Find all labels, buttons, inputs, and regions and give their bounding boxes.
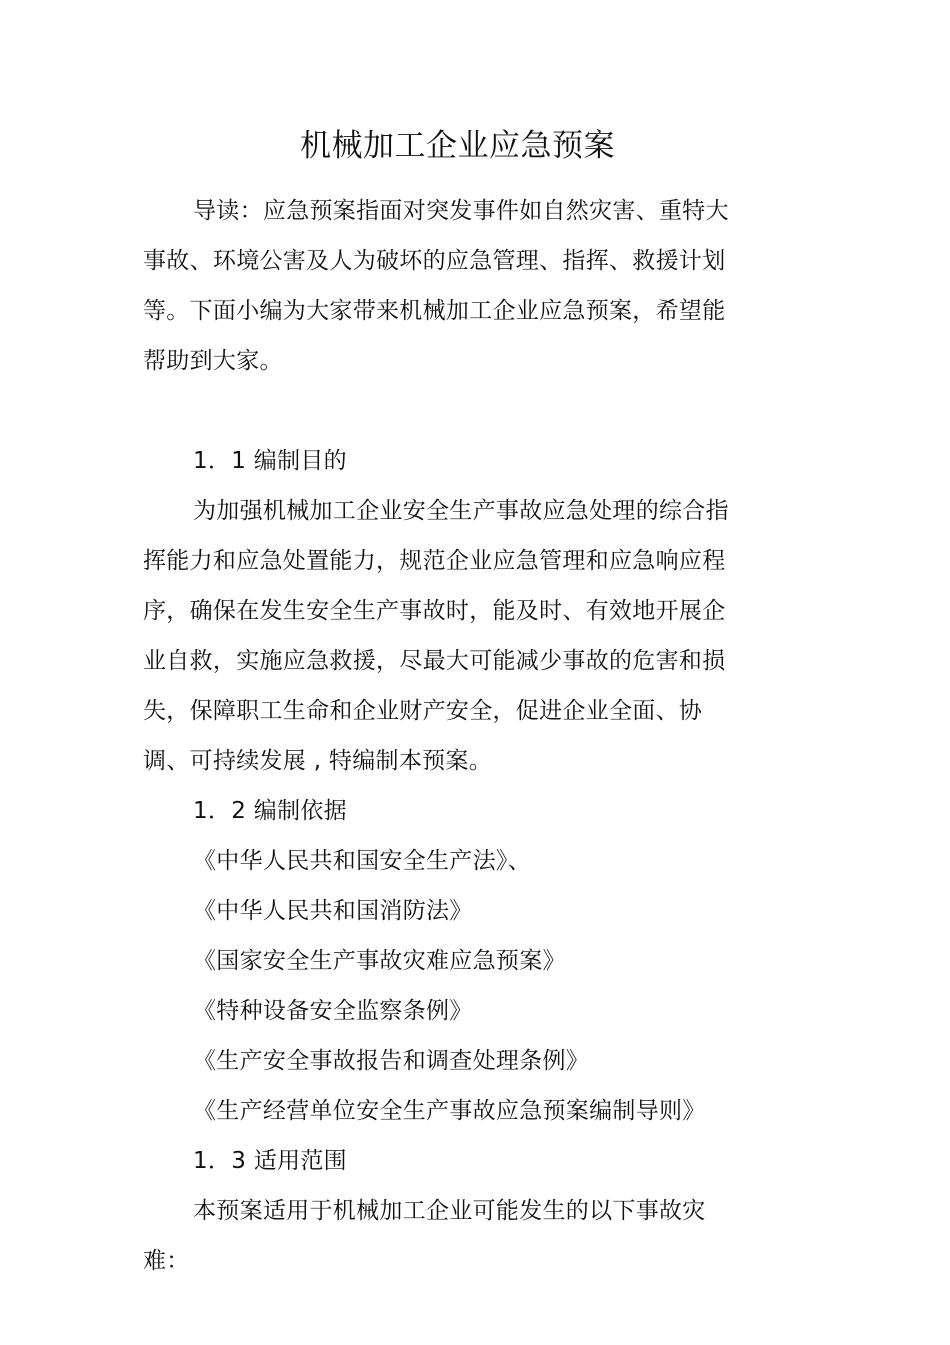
reference-list [143, 836, 743, 1136]
reference-item: 《中华人民共和国安全生产法》、 [193, 848, 531, 874]
reference-item: 《生产经营单位安全生产事故应急预案编制导则》 [193, 1098, 706, 1124]
document-body [143, 186, 743, 1286]
reference-item: 《特种设备安全监察条例》 [193, 998, 473, 1024]
intro-paragraph: 导读：应急预案指面对突发事件如自然灾害、重特大事故、环境公害及人为破坏的应急管理、指挥、救援计划等。下面小编为大家带来机械加工企业应急预案，希望能帮助到大家。 [143, 198, 729, 374]
document-title: 机械加工企业应急预案 [300, 128, 615, 164]
spacer [143, 386, 743, 436]
section-heading-scope: 1．3 适用范围 [193, 1148, 347, 1174]
section-paragraph-purpose: 为加强机械加工企业安全生产事故应急处理的综合指挥能力和应急处置能力，规范企业应急管理和应急响应程序，确保在发生安全生产事故时，能及时、有效地开展企业自救，实施应急救援，尽最大可能减少事故的危害和损失，保障职工生命和企业财产安全，促进企业全面、协调、可持续发展 , 特编制本预案。 [143, 498, 729, 774]
section-paragraph-scope: 本预案适用于机械加工企业可能发生的以下事故灾难： [143, 1198, 706, 1274]
reference-item: 《中华人民共和国消防法》 [193, 898, 473, 924]
reference-item: 《国家安全生产事故灾难应急预案》 [193, 948, 566, 974]
section-heading-basis: 1．2 编制依据 [193, 798, 347, 824]
reference-item: 《生产安全事故报告和调查处理条例》 [193, 1048, 590, 1074]
section-heading-purpose: 1．1 编制目的 [193, 448, 347, 474]
